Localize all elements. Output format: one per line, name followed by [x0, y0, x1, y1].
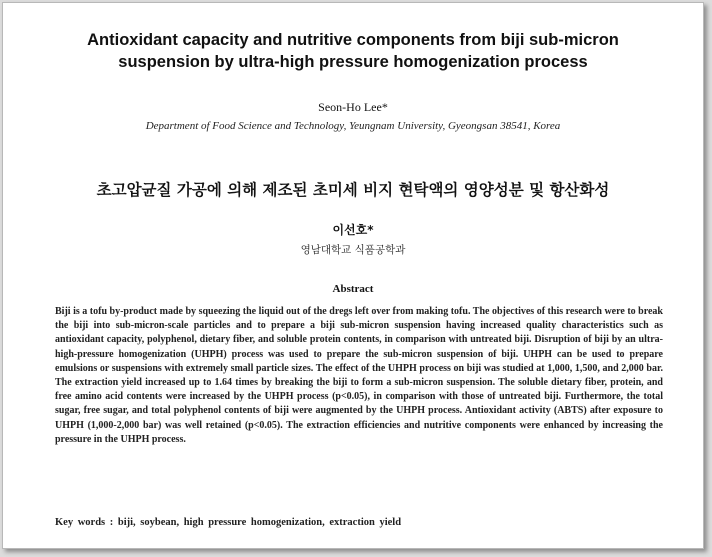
keywords-line — [55, 517, 401, 528]
paper-title-line-1: Antioxidant capacity and nutritive components from biji sub-micron — [87, 31, 619, 49]
abstract-body: Biji is a tofu by-product made by squeezing the liquid out of the dregs left over from making tofu. The objectives of this research were to break the biji into sub-micron-scale particles and to prepare a biji sub-micron suspension having increased quality characteristics such as antioxidant capacity, polyphenol, dietary fiber, and soluble protein contents, in comparison with untreated biji. Disruption of biji by an ultra-high-pressure homogenization (UHPH) process was used to prepare the sub-micron suspension of biji. UHPH can be used to prepare emulsions or suspensions with extremely small particle sizes. The effect of the UHPH process on biji was studied at 1,000, 1,500, and 2,000 bar. The extraction yield increased up to 1.64 times by breaking the biji to form a sub-micron suspension. The soluble dietary fiber, protein, and free amino acid contents were increased by the UHPH process (p<0.05), in comparison with those of untreated biji. Furthermore, the total sugar, free sugar, and total polyphenol contents of biji were augmented by the UHPH process. Antioxidant activity (ABTS) after exposure to UHPH (1,000-2,000 bar) was well retained (p<0.05). The extraction efficiencies and nutritive components were enhanced by increasing the pressure in the UHPH process. — [55, 306, 663, 445]
paper-title — [3, 29, 703, 73]
korean-title: 초고압균질 가공에 의해 제조된 초미세 비지 현탁액의 영양성분 및 항산화성 — [96, 181, 610, 199]
author-affiliation: Department of Food Science and Technology, Yeungnam University, Gyeongsan 38541, Korea — [145, 120, 561, 132]
author-name: Seon-Ho Lee* — [318, 100, 388, 114]
korean-author-name: 이선호* — [332, 223, 374, 237]
korean-affiliation: 영남대학교 식품공학과 — [300, 244, 406, 256]
keywords-list: biji, soybean, high pressure homogenization, extraction yield — [117, 517, 402, 528]
keywords-label: Key words : — [55, 517, 114, 528]
paper-page — [2, 2, 704, 549]
abstract-heading: Abstract — [332, 283, 374, 295]
paper-title-line-2: suspension by ultra-high pressure homogenization process — [118, 53, 588, 71]
